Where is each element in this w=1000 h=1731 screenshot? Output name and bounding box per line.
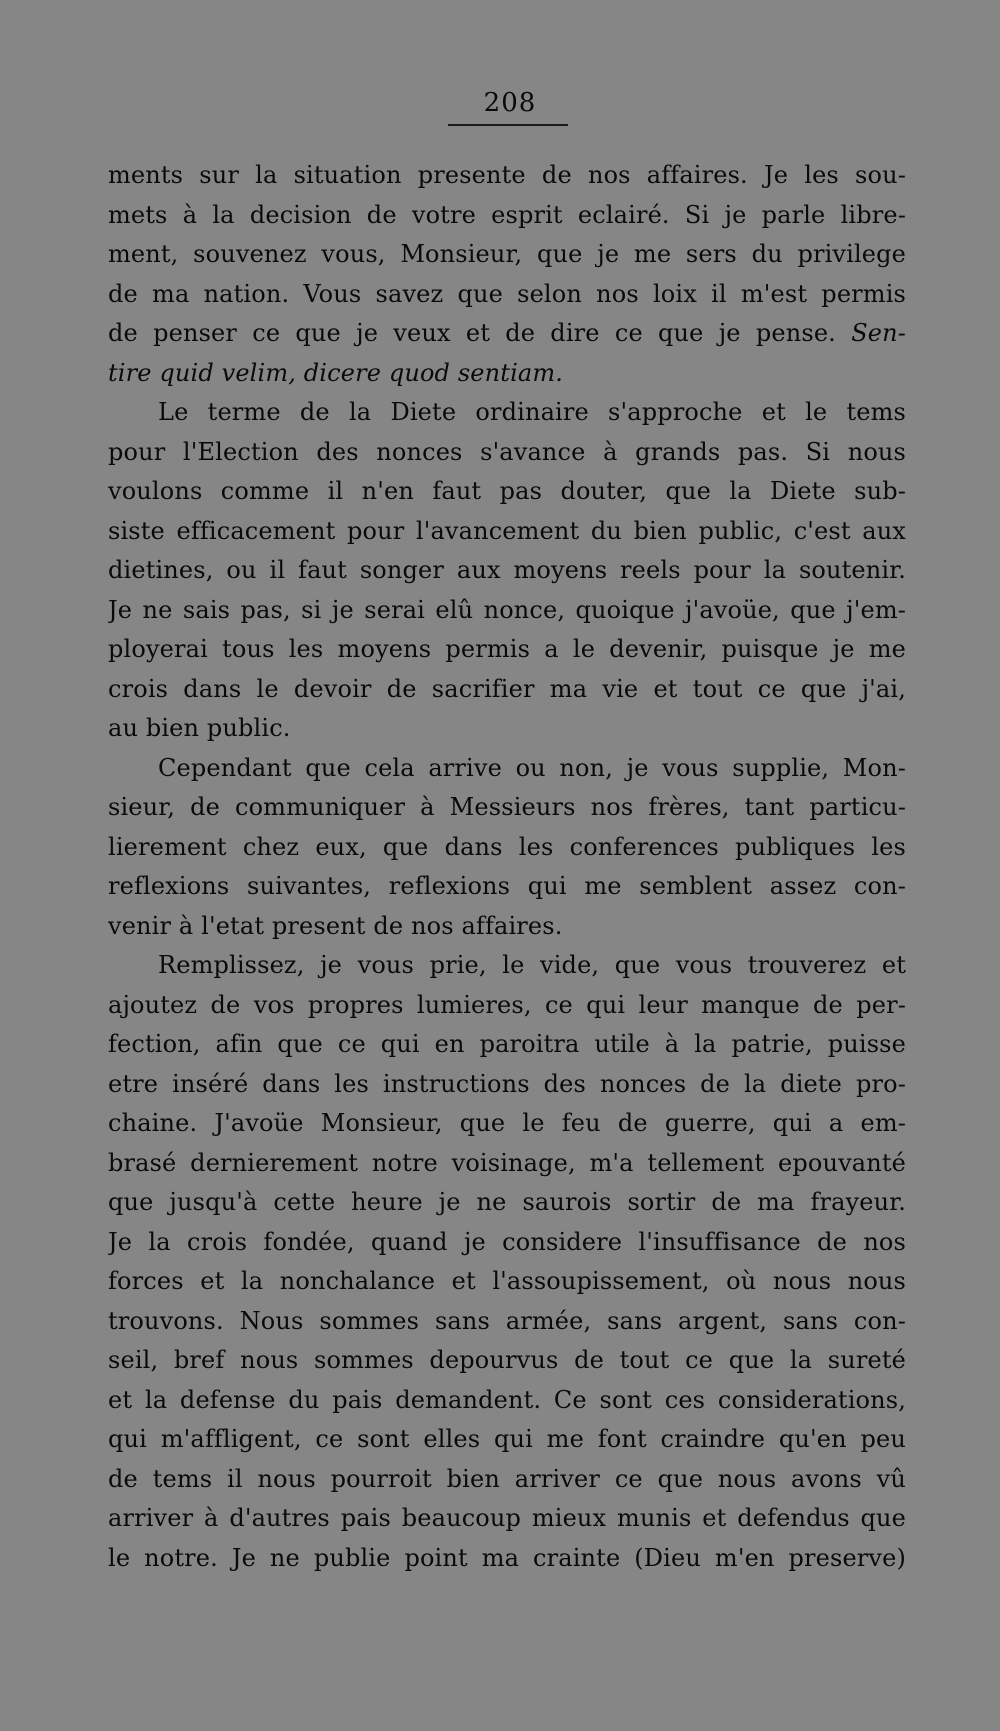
text-line: seil, bref nous sommes depourvus de tout ce que la sureté bbox=[108, 1346, 906, 1374]
text-line bbox=[108, 314, 906, 354]
text-line: ajoutez de vos propres lumieres, ce qui leur manque de per- bbox=[108, 990, 906, 1019]
text-line: brasé dernierement notre voisinage, m'a tellement epouvanté bbox=[108, 1148, 906, 1177]
text-line: siste efficacement pour l'avancement du bien public, c'est aux bbox=[108, 516, 906, 545]
text-line-latin: Sen- bbox=[851, 319, 906, 347]
text-line: Le terme de la Diete ordinaire s'approche et le tems bbox=[158, 398, 906, 426]
text-line: Remplissez, je vous prie, le vide, que vous trouverez et bbox=[158, 951, 906, 979]
text-line: forces et la nonchalance et l'assoupissement, où nous nous bbox=[108, 1267, 906, 1295]
text-line: ment, souvenez vous, Monsieur, que je me sers du privilege bbox=[108, 240, 906, 268]
page-number-rule bbox=[448, 124, 568, 126]
text-line: et la defense du pais demandent. Ce sont ces considerations, bbox=[108, 1385, 906, 1414]
text-line-latin-quote: tire quid velim, dicere quod sentiam. bbox=[108, 358, 564, 387]
text-line: lierement chez eux, que dans les conferences publiques les bbox=[108, 832, 906, 861]
text-line: etre inséré dans les instructions des nonces de la diete pro- bbox=[108, 1069, 906, 1098]
text-line: mets à la decision de votre esprit eclairé. Si je parle libre- bbox=[108, 200, 906, 229]
text-line: reflexions suivantes, reflexions qui me semblent assez con- bbox=[108, 872, 906, 900]
text-line: pour l'Election des nonces s'avance à grands pas. Si nous bbox=[108, 437, 906, 466]
body-text bbox=[108, 156, 906, 1578]
text-line: Je ne sais pas, si je serai elû nonce, quoique j'avoüe, que j'em- bbox=[108, 595, 906, 624]
text-line: de tems il nous pourroit bien arriver ce que nous avons vû bbox=[108, 1464, 906, 1493]
text-line: Je la crois fondée, quand je considere l'insuffisance de nos bbox=[108, 1227, 906, 1256]
text-line: trouvons. Nous sommes sans armée, sans argent, sans con- bbox=[108, 1306, 906, 1335]
page-number: 208 bbox=[483, 88, 537, 118]
text-line: fection, afin que ce qui en paroitra utile à la patrie, puisse bbox=[108, 1030, 906, 1058]
text-line: crois dans le devoir de sacrifier ma vie et tout ce que j'ai, bbox=[108, 674, 906, 703]
text-line: dietines, ou il faut songer aux moyens reels pour la soutenir. bbox=[108, 556, 906, 584]
text-line: que jusqu'à cette heure je ne saurois sortir de ma frayeur. bbox=[108, 1188, 906, 1216]
text-line: de ma nation. Vous savez que selon nos loix il m'est permis bbox=[108, 279, 906, 308]
text-line: voulons comme il n'en faut pas douter, que la Diete sub- bbox=[108, 477, 906, 505]
text-line: au bien public. bbox=[108, 714, 291, 742]
text-line: arriver à d'autres pais beaucoup mieux munis et defendus que bbox=[108, 1504, 906, 1532]
text-line: qui m'affligent, ce sont elles qui me font craindre qu'en peu bbox=[108, 1425, 906, 1453]
text-line: Cependant que cela arrive ou non, je vous supplie, Mon- bbox=[158, 753, 906, 782]
text-line: ments sur la situation presente de nos affaires. Je les sou- bbox=[108, 161, 906, 189]
text-line: sieur, de communiquer à Messieurs nos frères, tant particu- bbox=[108, 793, 906, 821]
text-line: ployerai tous les moyens permis a le devenir, puisque je me bbox=[108, 635, 906, 663]
text-line-roman: de penser ce que je veux et de dire ce que je pense. bbox=[108, 319, 836, 347]
text-line: chaine. J'avoüe Monsieur, que le feu de guerre, qui a em- bbox=[108, 1109, 906, 1137]
text-line: le notre. Je ne publie point ma crainte (Dieu m'en preserve) bbox=[108, 1543, 906, 1572]
text-line: venir à l'etat present de nos affaires. bbox=[108, 911, 563, 940]
